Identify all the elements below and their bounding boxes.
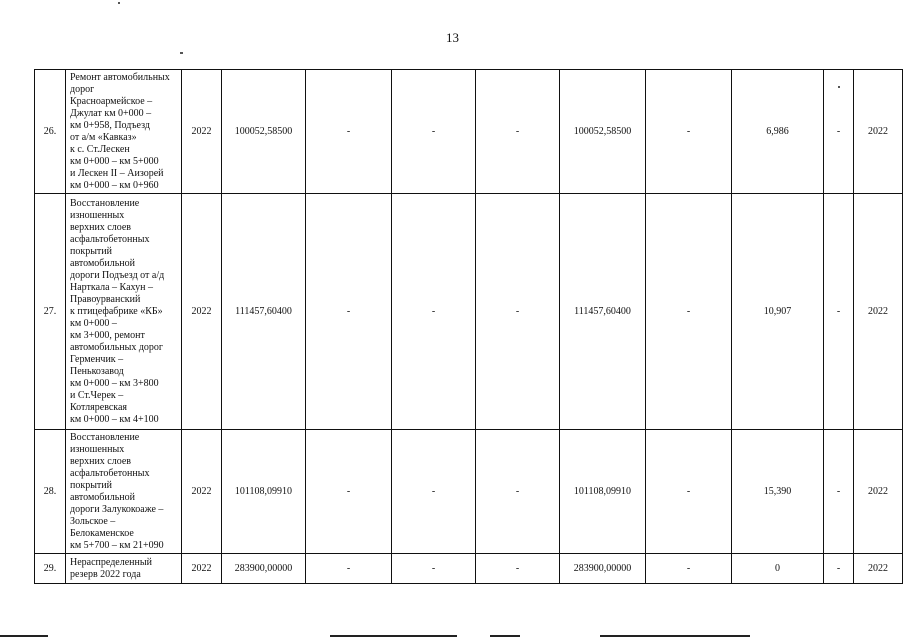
road-description [66, 430, 182, 554]
description-line: покрытий [70, 245, 113, 257]
row-number: 26. [35, 70, 66, 194]
table-row [35, 70, 903, 194]
road-description [66, 554, 182, 584]
description-line: Герменчик – [70, 353, 124, 365]
scan-mark [118, 2, 120, 4]
road-length: 10,907 [732, 194, 824, 430]
row-number: 28. [35, 430, 66, 554]
end-year: 2022 [854, 70, 903, 194]
description-line: Котляревская [70, 401, 128, 413]
total-amount: 100052,58500 [222, 70, 306, 194]
col-5-value: - [392, 194, 476, 430]
description-line: верхних слоев [70, 221, 132, 233]
description-line: к с. Ст.Лескен [70, 143, 130, 155]
total-amount: 101108,09910 [222, 430, 306, 554]
bottom-rule [600, 635, 750, 637]
description-line: Правоурванский [70, 293, 141, 305]
end-year: 2022 [854, 554, 903, 584]
description-line: дороги Подъезд от а/д [70, 269, 165, 281]
description-line: асфальтобетонных [70, 467, 150, 479]
description-line: резерв 2022 года [70, 568, 141, 580]
row-number: 27. [35, 194, 66, 430]
col-6-value: - [476, 430, 560, 554]
bottom-rule [490, 635, 520, 637]
description-line: км 0+958, Подъезд [70, 119, 150, 131]
col-4-value: - [306, 70, 392, 194]
col-8-value: - [646, 430, 732, 554]
budget-amount: 100052,58500 [560, 70, 646, 194]
col-6-value: - [476, 194, 560, 430]
col-5-value: - [392, 70, 476, 194]
description-line: км 3+000, ремонт [70, 329, 145, 341]
start-year: 2022 [182, 554, 222, 584]
description-line: Джулат км 0+000 – [70, 107, 152, 119]
description-line: дороги Залукокоаже – [70, 503, 164, 515]
col-4-value: - [306, 430, 392, 554]
description-line: верхних слоев [70, 455, 132, 467]
description-line: Красноармейское – [70, 95, 153, 107]
col-5-value: - [392, 430, 476, 554]
start-year: 2022 [182, 430, 222, 554]
description-line: изношенных [70, 209, 125, 221]
description-line: автомобильной [70, 257, 135, 269]
description-line: Ремонт автомобильных [70, 71, 170, 83]
col-4-value: - [306, 554, 392, 584]
total-amount: 111457,60400 [222, 194, 306, 430]
description-line: Белокаменское [70, 527, 134, 539]
description-line: и Лескен II – Аизорей [70, 167, 164, 179]
description-line: км 0+000 – км 4+100 [70, 413, 159, 425]
description-line: км 0+000 – км 5+000 [70, 155, 159, 167]
description-line: автомобильной [70, 491, 135, 503]
description-line: дорог [70, 83, 95, 95]
road-length: 0 [732, 554, 824, 584]
col-5-value: - [392, 554, 476, 584]
table-body [35, 70, 903, 584]
road-length: 15,390 [732, 430, 824, 554]
row-number: 29. [35, 554, 66, 584]
col-10-value: - [824, 430, 854, 554]
total-amount: 283900,00000 [222, 554, 306, 584]
description-line: Нарткала – Кахун – [70, 281, 154, 293]
description-line: Восстановление [70, 197, 140, 209]
col-10-value: - [824, 554, 854, 584]
description-line: асфальтобетонных [70, 233, 150, 245]
page-number: 13 [446, 30, 459, 45]
col-10-value: - [824, 194, 854, 430]
budget-amount: 111457,60400 [560, 194, 646, 430]
description-line: изношенных [70, 443, 125, 455]
description-line: Восстановление [70, 431, 140, 443]
end-year: 2022 [854, 194, 903, 430]
description-line: км 0+000 – км 3+800 [70, 377, 159, 389]
description-line: км 5+700 – км 21+090 [70, 539, 164, 551]
data-table [34, 69, 903, 584]
col-8-value: - [646, 554, 732, 584]
bottom-rule [0, 635, 48, 637]
description-line: км 0+000 – км 0+960 [70, 179, 159, 191]
col-6-value: - [476, 554, 560, 584]
col-8-value: - [646, 70, 732, 194]
col-8-value: - [646, 194, 732, 430]
start-year: 2022 [182, 194, 222, 430]
description-line: Пенькозавод [70, 365, 124, 377]
budget-amount: 101108,09910 [560, 430, 646, 554]
start-year: 2022 [182, 70, 222, 194]
description-line: покрытий [70, 479, 113, 491]
road-description [66, 194, 182, 430]
description-line: автомобильных дорог [70, 341, 164, 353]
description-line: Нераспределенный [70, 556, 152, 568]
col-4-value: - [306, 194, 392, 430]
road-description [66, 70, 182, 194]
description-line: к птицефабрике «КБ» [70, 305, 163, 317]
description-line: Зольское – [70, 515, 116, 527]
road-length: 6,986 [732, 70, 824, 194]
table-row [35, 430, 903, 554]
col-6-value: - [476, 70, 560, 194]
scan-mark [180, 52, 183, 54]
budget-amount: 283900,00000 [560, 554, 646, 584]
table-row [35, 554, 903, 584]
col-10-value: - [824, 70, 854, 194]
bottom-rule [330, 635, 457, 637]
description-line: км 0+000 – [70, 317, 117, 329]
end-year: 2022 [854, 430, 903, 554]
table-row [35, 194, 903, 430]
description-line: от а/м «Кавказ» [70, 131, 137, 143]
description-line: и Ст.Черек – [70, 389, 124, 401]
